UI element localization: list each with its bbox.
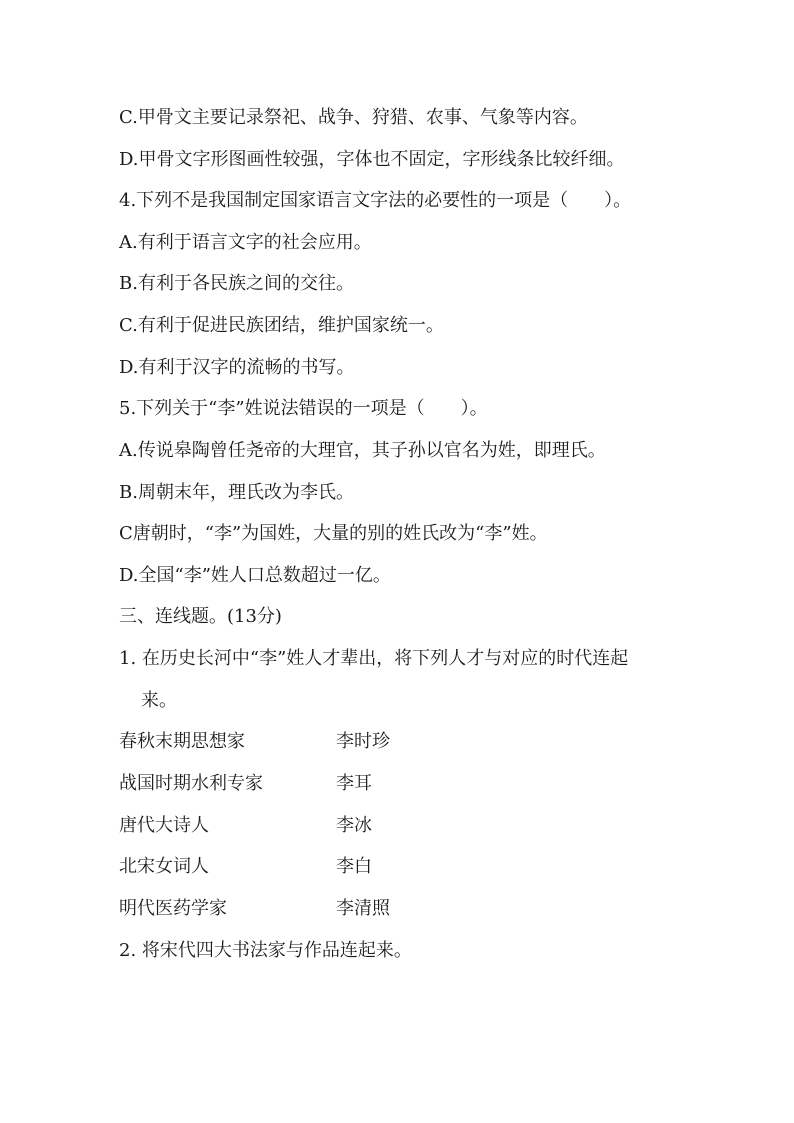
match-left-item: 春秋末期思想家 xyxy=(119,731,245,752)
section3-q1-line1: 1. 在历史长河中“李”姓人才辈出，将下列人才与对应的时代连起 xyxy=(119,648,629,669)
q3-option-d: D.甲骨文字形图画性较强，字体也不固定，字形线条比较纤细。 xyxy=(119,149,625,170)
q4-option-d: D.有利于汉字的流畅的书写。 xyxy=(119,357,355,378)
q5-option-d: D.全国“李”姓人口总数超过一亿。 xyxy=(119,565,391,586)
q3-option-c: C.甲骨文主要记录祭祀、战争、狩猎、农事、气象等内容。 xyxy=(119,107,588,128)
q5-option-a: A.传说皋陶曾任尧帝的大理官，其子孙以官名为姓，即理氏。 xyxy=(119,440,606,461)
q5-question: 5.下列关于“李”姓说法错误的一项是（ ）。 xyxy=(119,398,488,419)
match-left-item: 明代医药学家 xyxy=(119,898,227,919)
q5-option-c: C唐朝时，“李”为国姓，大量的别的姓氏改为“李”姓。 xyxy=(119,523,548,544)
section3-heading: 三、连线题。(13分) xyxy=(119,606,282,627)
section3-q2: 2. 将宋代四大书法家与作品连起来。 xyxy=(119,940,412,961)
match-right-item: 李时珍 xyxy=(336,731,390,752)
match-left-item: 唐代大诗人 xyxy=(119,815,209,836)
match-left-item: 北宋女词人 xyxy=(119,856,209,877)
match-right-item: 李清照 xyxy=(336,898,390,919)
match-right-item: 李白 xyxy=(336,856,372,877)
match-left-item: 战国时期水利专家 xyxy=(119,773,263,794)
q4-option-b: B.有利于各民族之间的交往。 xyxy=(119,273,354,294)
q4-question: 4.下列不是我国制定国家语言文字法的必要性的一项是（ ）。 xyxy=(119,190,632,211)
match-right-item: 李耳 xyxy=(336,773,372,794)
match-right-item: 李冰 xyxy=(336,815,372,836)
section3-q1-line2: 来。 xyxy=(141,690,177,711)
q4-option-a: A.有利于语言文字的社会应用。 xyxy=(119,232,372,253)
q4-option-c: C.有利于促进民族团结，维护国家统一。 xyxy=(119,315,444,336)
q5-option-b: B.周朝末年，理氏改为李氏。 xyxy=(119,482,354,503)
